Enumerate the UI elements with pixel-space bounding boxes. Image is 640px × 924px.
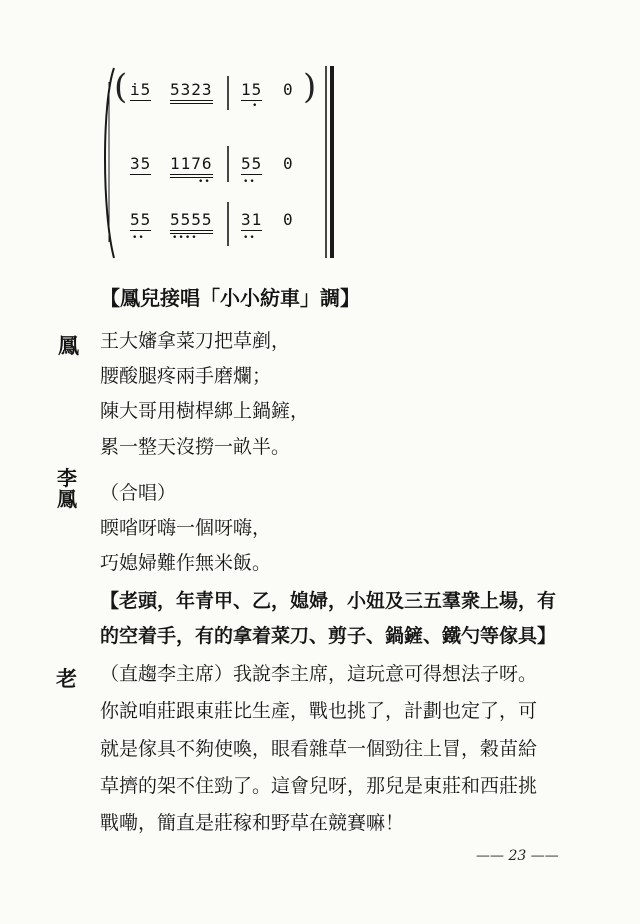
speaker-feng: 鳳 [58,333,79,358]
octave-dot: •• [198,177,211,187]
song-heading: 【鳳兒接唱「小小紡車」調】 [100,286,360,310]
octave-dot: •• [132,233,145,243]
octave-dot: •••• [172,233,198,243]
chorus-direction: （合唱） [100,482,177,504]
score-cell: 15 [241,80,263,99]
score-cell: i5 [130,80,152,99]
close-paren: ) [303,67,317,107]
score-cell: 0 [283,80,294,99]
octave-dot: •• [243,177,256,187]
octave-dot: •• [243,233,256,243]
open-paren: ( [114,67,128,107]
score-cell: 0 [283,210,294,229]
octave-dot: • [252,101,259,111]
lyric-line: 陳大哥用樹桿綁上鍋鏟， [100,400,310,422]
lyric-line: 巧媳婦難作無米飯。 [100,552,272,574]
score-cell: 5555 [170,210,213,234]
lyric-line: 王大嬸拿菜刀把草剷， [100,330,291,352]
stage-direction: 的空着手，有的拿着菜刀、剪子、鍋鏟、鐵勺等傢具】 [100,625,557,647]
stage-direction: 【老頭，年青甲、乙，媳婦，小妞及三五羣衆上場，有 [100,590,557,612]
dialogue-line: 戰嘞，簡直是莊稼和野草在競賽嘛！ [100,812,405,834]
score-cell: 0 [283,154,294,173]
lyric-line: 累一整天沒撈一畝半。 [100,436,291,458]
dialogue-line: 草擠的架不住勁了。這會兒呀，那兒是東莊和西莊挑 [100,775,538,797]
dialogue-line: 你說咱莊跟東莊比生產，戰也挑了，計劃也定了，可 [100,700,538,722]
score-cell: 31 [241,210,263,229]
score-cell: 35 [130,154,152,173]
lyric-line: 腰酸腿疼兩手磨爛； [100,365,272,387]
score-cell: 55 [241,154,263,173]
dialogue-line: （直趨李主席）我說李主席，這玩意可得想法子呀。 [100,663,538,685]
page-number: —— 23 —— [476,848,559,864]
dialogue-line: 就是傢具不夠使喚，眼看雜草一個勁往上冒，穀苗給 [100,738,538,760]
speaker-li-feng: 李鳳 [57,466,77,511]
score-cell: 5323 [170,80,213,104]
score-cell: 55 [130,210,152,229]
score-cell: 1176 [170,154,213,178]
speaker-lao: 老 [56,666,77,691]
lyric-line: 㬉㗂呀嗨一個呀嗨， [100,517,272,539]
music-score [100,62,340,262]
